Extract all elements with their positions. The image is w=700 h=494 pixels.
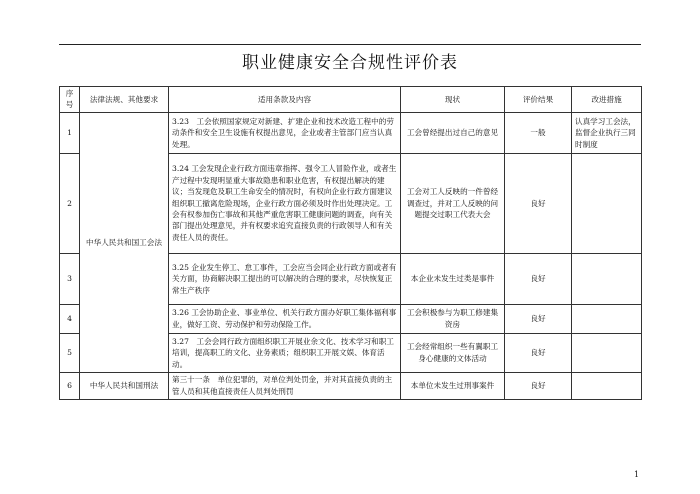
evaluation-table [59, 86, 642, 400]
header-clause: 适用条款及内容 [169, 87, 401, 113]
row-status: 本企业未发生过类是事件 [401, 253, 505, 304]
row-measure [572, 372, 642, 399]
header-measure: 改进措施 [572, 87, 642, 113]
row-result: 良好 [505, 253, 572, 304]
page-number: 1 [634, 470, 640, 479]
row-seq: 3 [60, 253, 80, 304]
row-measure [572, 333, 642, 372]
row-result: 良好 [505, 153, 572, 253]
law-cell-criminal: 中华人民共和国刑法 [80, 372, 169, 399]
law-cell-trade-union: 中华人民共和国工会法 [80, 112, 169, 372]
top-rule [59, 44, 641, 45]
row-status: 工会经常组织一些有翼职工身心健康的文体活动 [401, 333, 505, 372]
row-clause: 第三十一条 单位犯罪的，对单位判处罚金，并对其直接负责的主管人员和其他直接责任人员判处刑罚 [169, 372, 401, 399]
row-status: 本单位未发生过刑事案件 [401, 372, 505, 399]
row-clause: 3.24 工会发现企业行政方面违章指挥、强令工人冒险作业，或者生产过程中发现明显重大事故隐患和职业危害，有权提出解决的建议；当发现危及职工生命安全的情况时，有权向企业行政方面建议组织职工撤离危险现场，企业行政方面必须及时作出处理决定。工会有权参加伤亡事故和其他严重危害职工健康问题的调查，向有关部门提出处理意见，并有权要求追究直接负责的行政领导人和有关责任人员的责任。 [169, 153, 401, 253]
header-seq: 序号 [60, 87, 80, 113]
table-row [60, 372, 642, 399]
header-law: 法律法规、其他要求 [80, 87, 169, 113]
row-result: 良好 [505, 372, 572, 399]
row-seq: 5 [60, 333, 80, 372]
header-result: 评价结果 [505, 87, 572, 113]
row-clause: 3.27 工会会同行政方面组织职工开展业余文化、技术学习和职工培训，提高职工的文化、业务素质；组织职工开展文娱、体育活动。 [169, 333, 401, 372]
row-measure [572, 304, 642, 333]
row-measure [572, 153, 642, 253]
row-result: 一般 [505, 112, 572, 153]
row-result: 良好 [505, 304, 572, 333]
row-result: 良好 [505, 333, 572, 372]
header-status: 现状 [401, 87, 505, 113]
row-clause: 3.25 企业发生停工、怠工事件，工会应当会同企业行政方面或者有关方面，协商解决职工提出的可以解决的合理的要求，尽快恢复正常生产秩序 [169, 253, 401, 304]
row-seq: 1 [60, 112, 80, 153]
row-status: 工会积极参与为职工修建集资房 [401, 304, 505, 333]
row-status: 工会对工人反映的一件曾经调查过，并对工人反映的问题提交过职工代表大会 [401, 153, 505, 253]
row-seq: 6 [60, 372, 80, 399]
table-row [60, 112, 642, 153]
table-header-row [60, 87, 642, 113]
page-title: 职业健康安全合规性评价表 [242, 53, 458, 73]
row-measure [572, 253, 642, 304]
row-clause: 3.23 工会依照国家规定对新建、扩建企业和技术改造工程中的劳动条件和安全卫生设施有权提出意见，企业或者主管部门应当认真处理。 [169, 112, 401, 153]
row-measure: 认真学习工会法，监督企业执行三同时制度 [572, 112, 642, 153]
row-clause: 3.26 工会协助企业、事业单位、机关行政方面办好职工集体福利事业，做好工资、劳动保护和劳动保险工作。 [169, 304, 401, 333]
row-seq: 2 [60, 153, 80, 253]
row-seq: 4 [60, 304, 80, 333]
row-status: 工会曾经提出过自己的意见 [401, 112, 505, 153]
